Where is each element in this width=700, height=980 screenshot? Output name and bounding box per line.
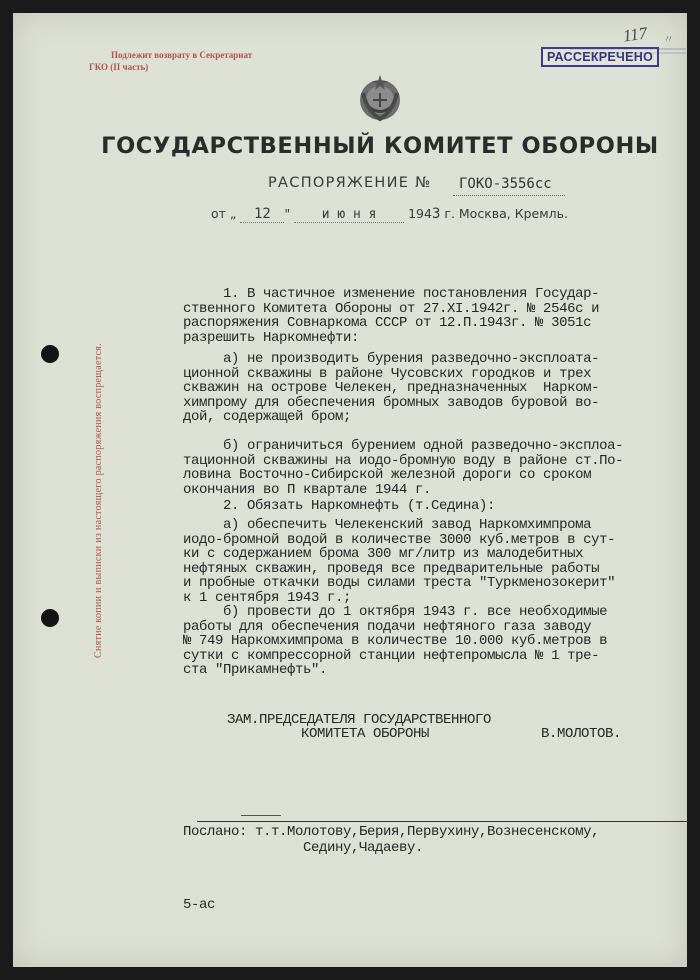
folio-tick-mark: 〃 [663,33,674,46]
document-page [13,13,687,967]
organization-title: ГОСУДАРСТВЕННЫЙ КОМИТЕТ ОБОРОНЫ [101,133,659,159]
date-year-digit: 3 [431,206,441,222]
date-place: г. Москва, Кремль. [444,206,568,221]
folio-number: 117 [621,23,649,46]
date-prefix: от „ [211,206,237,221]
distribution-line1: Послано: т.т.Молотову,Берия,Первухину,Вознесенскому, [183,824,600,840]
paragraph-2a: а) обеспечить Челекенский завод Наркомхимпрома иодо-бромной водой в количестве 3000 куб.метров в сут- ки с содержанием брома 300 мг/литр из малодебитных нефтяных скважин, проведя все предварительные работы и пробные откачки воды силами треста "Туркменозокерит" к 1 сентября 1943 г.; [183,517,616,606]
distribution-separator [197,821,687,822]
punch-hole-top [41,345,59,363]
date-line [211,206,568,223]
ussr-emblem-icon [353,71,407,125]
paragraph-1b: б) ограничиться бурением одной разведочно-эксплоа- тационной скважины на иодо-бромную воду в районе ст.По- ловина Восточно-Сибирской железной дороги со сроком окончания во П квартале 1944 г. [183,438,624,498]
return-note [89,49,253,73]
signature-name: В.МОЛОТОВ. [541,726,622,742]
date-quote: " [284,206,291,221]
signature-title-line2: КОМИТЕТА ОБОРОНЫ [301,726,430,742]
paragraph-2b: б) провести до 1 октября 1943 г. все необходимые работы для обеспечения подачи нефтяного газа заводу № 749 Наркомхимпрома в количестве 10.000 куб.метров в сутки с компрессорной станции нефтепромысла № 1 тре- ста "Прикамнефть". [183,604,608,678]
footer-code: 5-ас [183,897,216,913]
order-number-underline [453,195,565,196]
order-number: ГОКО-3556сс [459,176,552,192]
paragraph-2: 2. Обязать Наркомнефть (т.Седина): [183,498,496,514]
paragraph-1a: а) не производить бурения разведочно-эксплоата- ционной скважины в районе Чусовских городков и трех скважин на острове Челекен, предназначенных Нарком- химпрому для обеспечения бромных заводов буровой во- дой, содержащей бром; [183,351,600,425]
signature-title-line1: ЗАМ.ПРЕДСЕДАТЕЛЯ ГОСУДАРСТВЕННОГО [227,712,492,728]
order-label: РАСПОРЯЖЕНИЕ № [268,175,432,191]
punch-hole-bottom [41,609,59,627]
paragraph-1: 1. В частичное изменение постановления Государ- ственного Комитета Обороны от 27.XI.1942г. № 2546с и распоряжения Совнаркома СССР от 12.П.1943г. № 3051с разрешить Наркомнефти: [183,286,600,346]
return-note-line2: ГКО (II часть) [89,62,149,72]
short-rule [241,815,281,816]
copy-prohibited-note: Снятие копии и выписки из настоящего распоряжения воспрещается. [93,343,104,658]
date-day: 12 [240,206,284,223]
distribution-line2: Седину,Чадаеву. [303,840,424,856]
date-month: и ю н я [294,207,404,223]
date-year-prefix: 194 [408,206,432,221]
declassified-stamp: РАССЕКРЕЧЕНО [541,47,659,67]
return-note-line1: Подлежит возврату в Секретариат [111,50,253,60]
